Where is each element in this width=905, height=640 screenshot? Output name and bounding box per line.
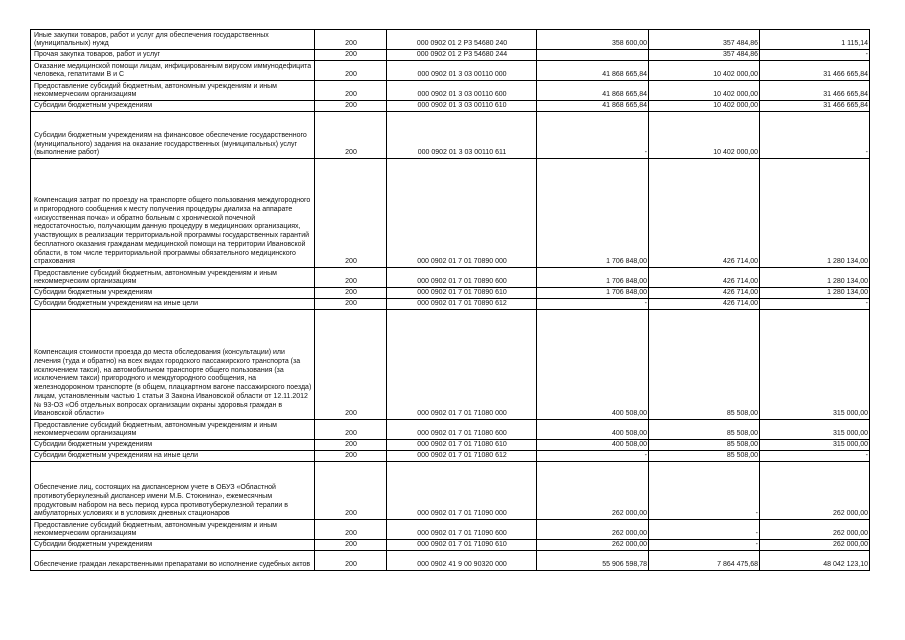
cell-code: 200 [315,61,387,81]
cell-name: Субсидии бюджетным учреждениям [31,101,315,112]
cell-code: 200 [315,81,387,101]
cell-name: Субсидии бюджетным учреждениям [31,540,315,551]
cell-approved: 55 906 598,78 [537,551,649,571]
cell-approved: 41 868 665,84 [537,81,649,101]
table-row [31,112,870,159]
cell-approved: 262 000,00 [537,462,649,520]
cell-executed: 7 864 475,68 [649,551,760,571]
table-row [31,299,870,310]
cell-code: 200 [315,101,387,112]
cell-approved: 400 508,00 [537,440,649,451]
cell-code: 200 [315,551,387,571]
cell-executed: 357 484,86 [649,50,760,61]
cell-approved: 41 868 665,84 [537,101,649,112]
cell-approved: 1 706 848,00 [537,268,649,288]
cell-remaining: 31 466 665,84 [760,61,870,81]
table-row [31,288,870,299]
cell-name: Компенсация стоимости проезда до места обследования (консультации) или лечения (туда и обратно) на всех видах городского пассажирского транспорта (за исключением такси), на автомобильном транспорте общего пользования (за исключением такси) пригородного и междугородного сообщения, на железнодорожном транспорте (в общем, плацкартном вагоне пассажирского поезда) лицам, установленным частью 1 статьи 3 Закона Ивановской области от 12.11.2012 № 93-ОЗ «Об отдельных вопросах организации охраны здоровья граждан в Ивановской области» [31,310,315,420]
cell-name: Субсидии бюджетным учреждениям [31,288,315,299]
cell-name: Предоставление субсидий бюджетным, автономным учреждениям и иным некоммерческим организациям [31,268,315,288]
cell-kbk: 000 0902 01 3 03 00110 611 [387,112,537,159]
cell-executed: - [649,540,760,551]
cell-approved: 262 000,00 [537,540,649,551]
table-row [31,159,870,268]
cell-executed: 10 402 000,00 [649,112,760,159]
cell-approved: - [537,112,649,159]
table-row [31,420,870,440]
cell-code: 200 [315,420,387,440]
cell-remaining: - [760,451,870,462]
cell-remaining: 1 280 134,00 [760,288,870,299]
cell-name: Компенсация затрат по проезду на транспорте общего пользования междугородного и пригородного сообщения к месту получения процедуры диализа на аппарате «искусственная почка» и обратно больным с хронической почечной недостаточностью, получающим данную процедуру в медицинских организациях, участвующих в реализации территориальной программы государственных гарантий бесплатного оказания гражданам медицинской помощи на территории Ивановской области, в том числе территориальной программы обязательного медицинского страхования [31,159,315,268]
cell-code: 200 [315,50,387,61]
cell-remaining: 315 000,00 [760,310,870,420]
cell-kbk: 000 0902 01 7 01 71080 610 [387,440,537,451]
cell-executed: 85 508,00 [649,451,760,462]
cell-name: Иные закупки товаров, работ и услуг для обеспечения государственных (муниципальных) нужд [31,30,315,50]
cell-executed: 426 714,00 [649,159,760,268]
cell-remaining: 31 466 665,84 [760,81,870,101]
cell-kbk: 000 0902 41 9 00 90320 000 [387,551,537,571]
cell-kbk: 000 0902 01 7 01 71080 000 [387,310,537,420]
cell-executed: 85 508,00 [649,420,760,440]
cell-code: 200 [315,540,387,551]
cell-code: 200 [315,310,387,420]
cell-kbk: 000 0902 01 7 01 71090 000 [387,462,537,520]
cell-kbk: 000 0902 01 7 01 70890 610 [387,288,537,299]
cell-name: Субсидии бюджетным учреждениям на иные цели [31,451,315,462]
cell-code: 200 [315,451,387,462]
cell-name: Прочая закупка товаров, работ и услуг [31,50,315,61]
cell-approved: 262 000,00 [537,520,649,540]
cell-code: 200 [315,30,387,50]
cell-kbk: 000 0902 01 3 03 00110 610 [387,101,537,112]
cell-kbk: 000 0902 01 7 01 71080 600 [387,420,537,440]
cell-kbk: 000 0902 01 2 P3 54680 244 [387,50,537,61]
cell-name: Оказание медицинской помощи лицам, инфицированным вирусом иммунодефицита человека, гепатитами B и C [31,61,315,81]
cell-name: Предоставление субсидий бюджетным, автономным учреждениям и иным некоммерческим организациям [31,420,315,440]
table-row [31,61,870,81]
table-row [31,310,870,420]
table-row [31,451,870,462]
cell-executed: 357 484,86 [649,30,760,50]
cell-code: 200 [315,268,387,288]
table-row [31,440,870,451]
cell-remaining: 315 000,00 [760,420,870,440]
cell-code: 200 [315,440,387,451]
cell-approved [537,50,649,61]
cell-code: 200 [315,288,387,299]
cell-executed: 426 714,00 [649,268,760,288]
table-row [31,30,870,50]
cell-kbk: 000 0902 01 7 01 71090 610 [387,540,537,551]
cell-remaining: 1 115,14 [760,30,870,50]
cell-name: Предоставление субсидий бюджетным, автономным учреждениям и иным некоммерческим организациям [31,81,315,101]
cell-approved: - [537,451,649,462]
cell-executed: 426 714,00 [649,299,760,310]
budget-execution-table [30,29,870,571]
cell-remaining: 31 466 665,84 [760,101,870,112]
cell-code: 200 [315,299,387,310]
cell-kbk: 000 0902 01 3 03 00110 600 [387,81,537,101]
cell-code: 200 [315,159,387,268]
cell-kbk: 000 0902 01 7 01 71090 600 [387,520,537,540]
table-row [31,551,870,571]
cell-executed: 10 402 000,00 [649,81,760,101]
cell-remaining: 1 280 134,00 [760,268,870,288]
cell-name: Предоставление субсидий бюджетным, автономным учреждениям и иным некоммерческим организациям [31,520,315,540]
cell-name: Обеспечение лиц, состоящих на диспансерном учете в ОБУЗ «Областной противотуберкулезный диспансер имени М.Б. Стоюнина», ежемесячным продуктовым набором на весь период курса противотуберкулезной терапии в амбулаторных условиях и в условиях дневных стационаров [31,462,315,520]
cell-remaining: 1 280 134,00 [760,159,870,268]
cell-code: 200 [315,520,387,540]
table-row [31,101,870,112]
table-row [31,540,870,551]
cell-remaining: 48 042 123,10 [760,551,870,571]
cell-executed: 10 402 000,00 [649,61,760,81]
cell-executed: 85 508,00 [649,440,760,451]
table-row [31,81,870,101]
cell-approved: 41 868 665,84 [537,61,649,81]
table-row [31,50,870,61]
cell-name: Субсидии бюджетным учреждениям на иные цели [31,299,315,310]
cell-remaining: 315 000,00 [760,440,870,451]
cell-approved: 1 706 848,00 [537,288,649,299]
table-row [31,520,870,540]
cell-executed: 426 714,00 [649,288,760,299]
cell-approved: 400 508,00 [537,420,649,440]
cell-code: 200 [315,462,387,520]
cell-remaining: 262 000,00 [760,540,870,551]
cell-approved: 358 600,00 [537,30,649,50]
cell-kbk: 000 0902 01 7 01 70890 600 [387,268,537,288]
table-row [31,462,870,520]
cell-kbk: 000 0902 01 7 01 71080 612 [387,451,537,462]
cell-remaining: - [760,299,870,310]
cell-name: Субсидии бюджетным учреждениям [31,440,315,451]
cell-kbk: 000 0902 01 7 01 70890 612 [387,299,537,310]
cell-approved: 400 508,00 [537,310,649,420]
cell-remaining: - [760,112,870,159]
cell-kbk: 000 0902 01 3 03 00110 000 [387,61,537,81]
cell-name: Обеспечение граждан лекарственными препаратами во исполнение судебных актов [31,551,315,571]
cell-kbk: 000 0902 01 7 01 70890 000 [387,159,537,268]
cell-name: Субсидии бюджетным учреждениям на финансовое обеспечение государственного (муниципального) задания на оказание государственных (муниципальных) услуг (выполнение работ) [31,112,315,159]
cell-remaining: 262 000,00 [760,462,870,520]
cell-remaining: - [760,50,870,61]
cell-executed: - [649,462,760,520]
cell-approved: 1 706 848,00 [537,159,649,268]
cell-approved: - [537,299,649,310]
cell-executed: 85 508,00 [649,310,760,420]
cell-remaining: 262 000,00 [760,520,870,540]
table-row [31,268,870,288]
cell-kbk: 000 0902 01 2 P3 54680 240 [387,30,537,50]
table-body [31,30,870,571]
cell-code: 200 [315,112,387,159]
cell-executed: 10 402 000,00 [649,101,760,112]
cell-executed: - [649,520,760,540]
